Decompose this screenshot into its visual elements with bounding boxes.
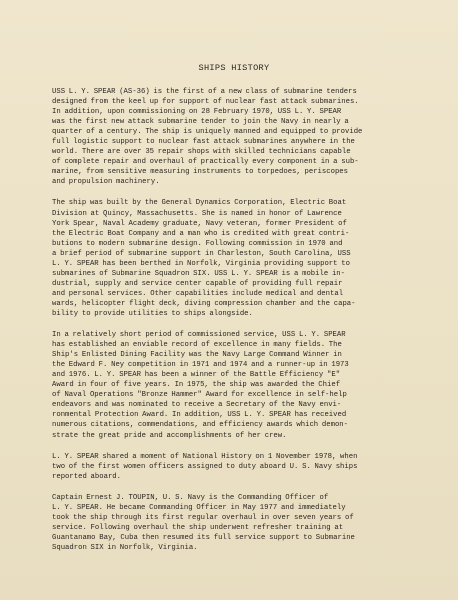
- text-line: Captain Ernest J. TOUPIN, U. S. Navy is the Commanding Officer of: [52, 493, 329, 502]
- text-line: ronmental Protection Award. In addition, USS L. Y. SPEAR has received: [52, 411, 347, 420]
- text-line: bility to provide utilities to ships alongside.: [52, 309, 253, 318]
- text-line: In addition, upon commissioning on 28 February 1970, USS L. Y. SPEAR: [52, 108, 342, 117]
- text-line: took the ship through its first regular overhaul in over seven years of: [52, 513, 354, 522]
- text-line: two of the first women officers assigned to duty aboard U. S. Navy ships: [52, 462, 358, 471]
- text-line: USS L. Y. SPEAR (AS-36) is the first of a new class of submarine tenders: [52, 88, 357, 96]
- text-line: service. Following overhaul the ship underwent refresher training at: [52, 523, 344, 532]
- text-line: L. Y. SPEAR. He became Commanding Officer in May 1977 and immediately: [52, 503, 346, 512]
- text-line: and 1976. L. Y. SPEAR has been a winner of the Battle Efficiency "E": [52, 371, 341, 380]
- document-title: SHIPS HISTORY: [198, 63, 270, 73]
- text-line: In a relatively short period of commissioned service, USS L. Y. SPEAR: [52, 331, 346, 340]
- text-line: quarter of a century. The ship is uniquely manned and equipped to provide: [52, 128, 363, 137]
- text-line: a brief period of submarine support in Charleston, South Carolina, USS: [52, 249, 351, 258]
- text-line: endeavors and was nominated to receive a Secretary of the Navy envi-: [52, 401, 342, 410]
- paragraph: [52, 330, 416, 441]
- text-line: butions to modern submarine design. Following commission in 1970 and: [52, 239, 343, 248]
- text-line: Squadron SIX in Norfolk, Virginia.: [52, 543, 198, 552]
- paragraph: [52, 87, 416, 187]
- text-line: Award in four of five years. In 1975, the ship was awarded the Chief: [52, 381, 341, 390]
- paragraph: [52, 452, 416, 482]
- text-line: and propulsion machinery.: [52, 178, 160, 187]
- paragraph: [52, 198, 416, 319]
- text-line: of Naval Operations "Bronze Hammer" Award for excellence in self-help: [52, 391, 347, 400]
- text-line: and personal services. Other capabilities include medical and dental: [52, 289, 344, 298]
- text-line: was the first new attack submarine tender to join the Navy in nearly a: [52, 118, 349, 127]
- text-line: Division at Quincy, Massachusetts. She is named in honor of Lawrence: [52, 209, 342, 218]
- text-line: the Electric Boat Company and a man who is credited with great contri-: [52, 229, 350, 238]
- text-line: The ship was built by the General Dynamics Corporation, Electric Boat: [52, 199, 347, 208]
- text-line: world. There are over 35 repair shops with skilled technicians capable: [52, 148, 351, 157]
- text-line: has established an enviable record of excellence in many fields. The: [52, 341, 342, 350]
- text-line: submarines of Submarine Squadron SIX. USS L. Y. SPEAR is a mobile in-: [52, 269, 345, 278]
- text-line: Guantanamo Bay, Cuba then resumed its full service support to Submarine: [52, 533, 355, 542]
- text-line: the Edward F. Ney competition in 1971 and 1974 and a runner-up in 1973: [52, 361, 349, 370]
- document-body: [52, 87, 416, 553]
- paragraph: [52, 493, 416, 553]
- text-line: numerous citations, commendations, and efficiency awards which demon-: [52, 421, 348, 430]
- text-line: wards, helicopter flight deck, diving compression chamber and the capa-: [52, 299, 356, 308]
- text-line: L. Y. SPEAR has been berthed in Norfolk, Virginia providing support to: [52, 259, 350, 268]
- text-line: marine, from sensitive measuring instruments to torpedoes, periscopes: [52, 168, 348, 177]
- text-line: Ship's Enlisted Dining Facility was the Navy Large Command Winner in: [52, 351, 342, 360]
- text-line: York Spear, Naval Academy graduate, Navy veteran, former President of: [52, 219, 347, 228]
- text-line: reported aboard.: [52, 472, 122, 481]
- text-line: L. Y. SPEAR shared a moment of National History on 1 November 1978, when: [52, 452, 358, 461]
- text-line: dustrial, supply and service center capable of providing full repair: [52, 279, 343, 288]
- text-line: full logistic support to nuclear fast attack submarines anywhere in the: [52, 138, 355, 147]
- text-line: designed from the keel up for support of nuclear fast attack submarines.: [52, 98, 359, 107]
- text-line: strate the great pride and accomplishments of her crew.: [52, 431, 287, 440]
- text-line: of complete repair and overhaul of practically every component in a sub-: [52, 158, 359, 167]
